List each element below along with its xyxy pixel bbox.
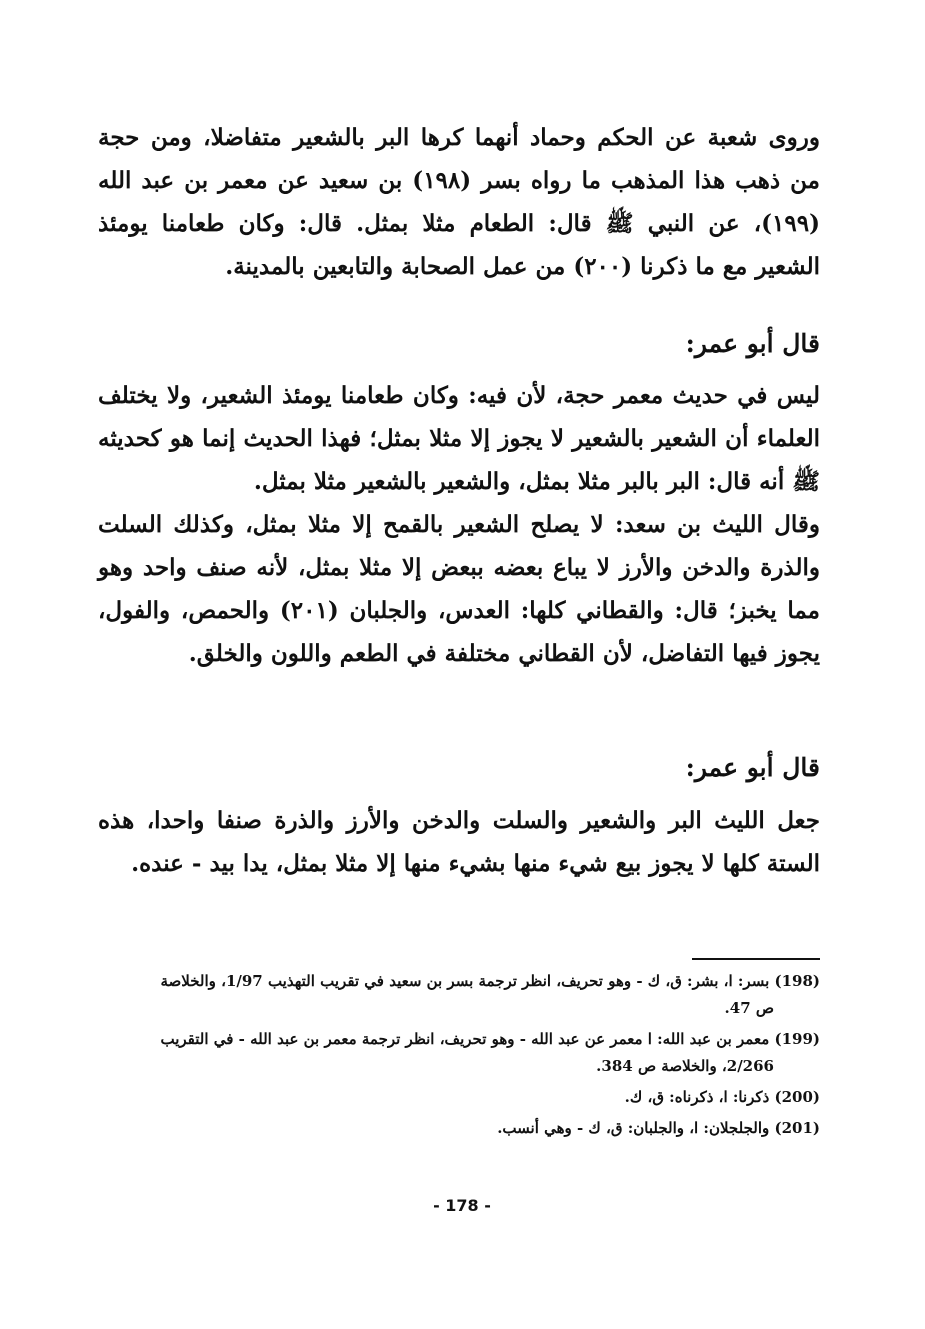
page-number: - 178 - (433, 1196, 491, 1215)
footnote-198-line-1: (198) بسر: ا، بشر: ق، ك - وهو تحريف، انظر ترجمة بسر بن سعيد في تقريب التهذيب 1/97، والخلاصة (160, 972, 820, 990)
footnote-198-line-2: ص 47. (724, 999, 774, 1017)
paragraph-1: وروى شعبة عن الحكم وحماد أنهما كرها البر بالشعير متفاضلا، ومن حجة من ذهب هذا المذهب ما رواه بسر (١٩٨) بن سعيد عن معمر بن عبد الله (١٩٩)، عن النبي ﷺ قال: الطعام مثلا بمثل. قال: وكان طعامنا يومئذ الشعير مع ما ذكرنا (٢٠٠) من عمل الصحابة والتابعين بالمدينة. (98, 124, 820, 280)
heading-block-1 (98, 322, 820, 365)
footnote-199 (108, 1026, 820, 1080)
main-text-block-1 (98, 116, 820, 288)
footnote-separator (692, 958, 820, 960)
heading-abu-umar-2: قال أبو عمر: (685, 753, 820, 782)
heading-block-2 (98, 746, 820, 789)
heading-abu-umar-1: قال أبو عمر: (685, 329, 820, 358)
footnote-199-line-1: (199) معمر بن عبد الله: ا معمر عن عبد الله - وهو تحريف، انظر ترجمة معمر بن عبد الله - في التقريب (160, 1030, 820, 1048)
footnote-198 (108, 968, 820, 1022)
footnote-200: (200) ذكرنا: ا، ذكرناه: ق، ك. (624, 1088, 820, 1106)
paragraph-3: وقال الليث بن سعد: لا يصلح الشعير بالقمح إلا مثلا بمثل، وكذلك السلت والذرة والدخن والأرز لا يباع بعضه ببعض إلا مثلا بمثل، لأنه صنف واحد وهو مما يخبز؛ قال: والقطاني كلها: العدس، والجلبان (٢٠١) والحمص، والفول، يجوز فيها التفاضل، لأن القطاني مختلفة في الطعم واللون والخلق. (98, 511, 820, 667)
paragraph-4: جعل الليث البر والشعير والسلت والدخن والأرز والذرة صنفا واحدا، هذه الستة كلها لا يجوز بيع شيء منها بشيء منها إلا مثلا بمثل، يدا بيد - عنده. (98, 807, 820, 877)
footnote-199-line-2: 2/266، والخلاصة ص 384. (596, 1057, 774, 1075)
main-text-block-2 (98, 374, 820, 675)
footnote-201: (201) والجلجلان: ا، والجلبان: ق، ك - وهي أنسب. (497, 1119, 820, 1137)
main-text-block-3 (98, 799, 820, 885)
footnotes (108, 968, 820, 1146)
paragraph-2: ليس في حديث معمر حجة، لأن فيه: وكان طعامنا يومئذ الشعير، ولا يختلف العلماء أن الشعير بالشعير لا يجوز إلا مثلا بمثل؛ فهذا الحديث إنما هو كحديثه ﷺ أنه قال: البر بالبر مثلا بمثل، والشعير بالشعير مثلا بمثل. (98, 382, 820, 495)
